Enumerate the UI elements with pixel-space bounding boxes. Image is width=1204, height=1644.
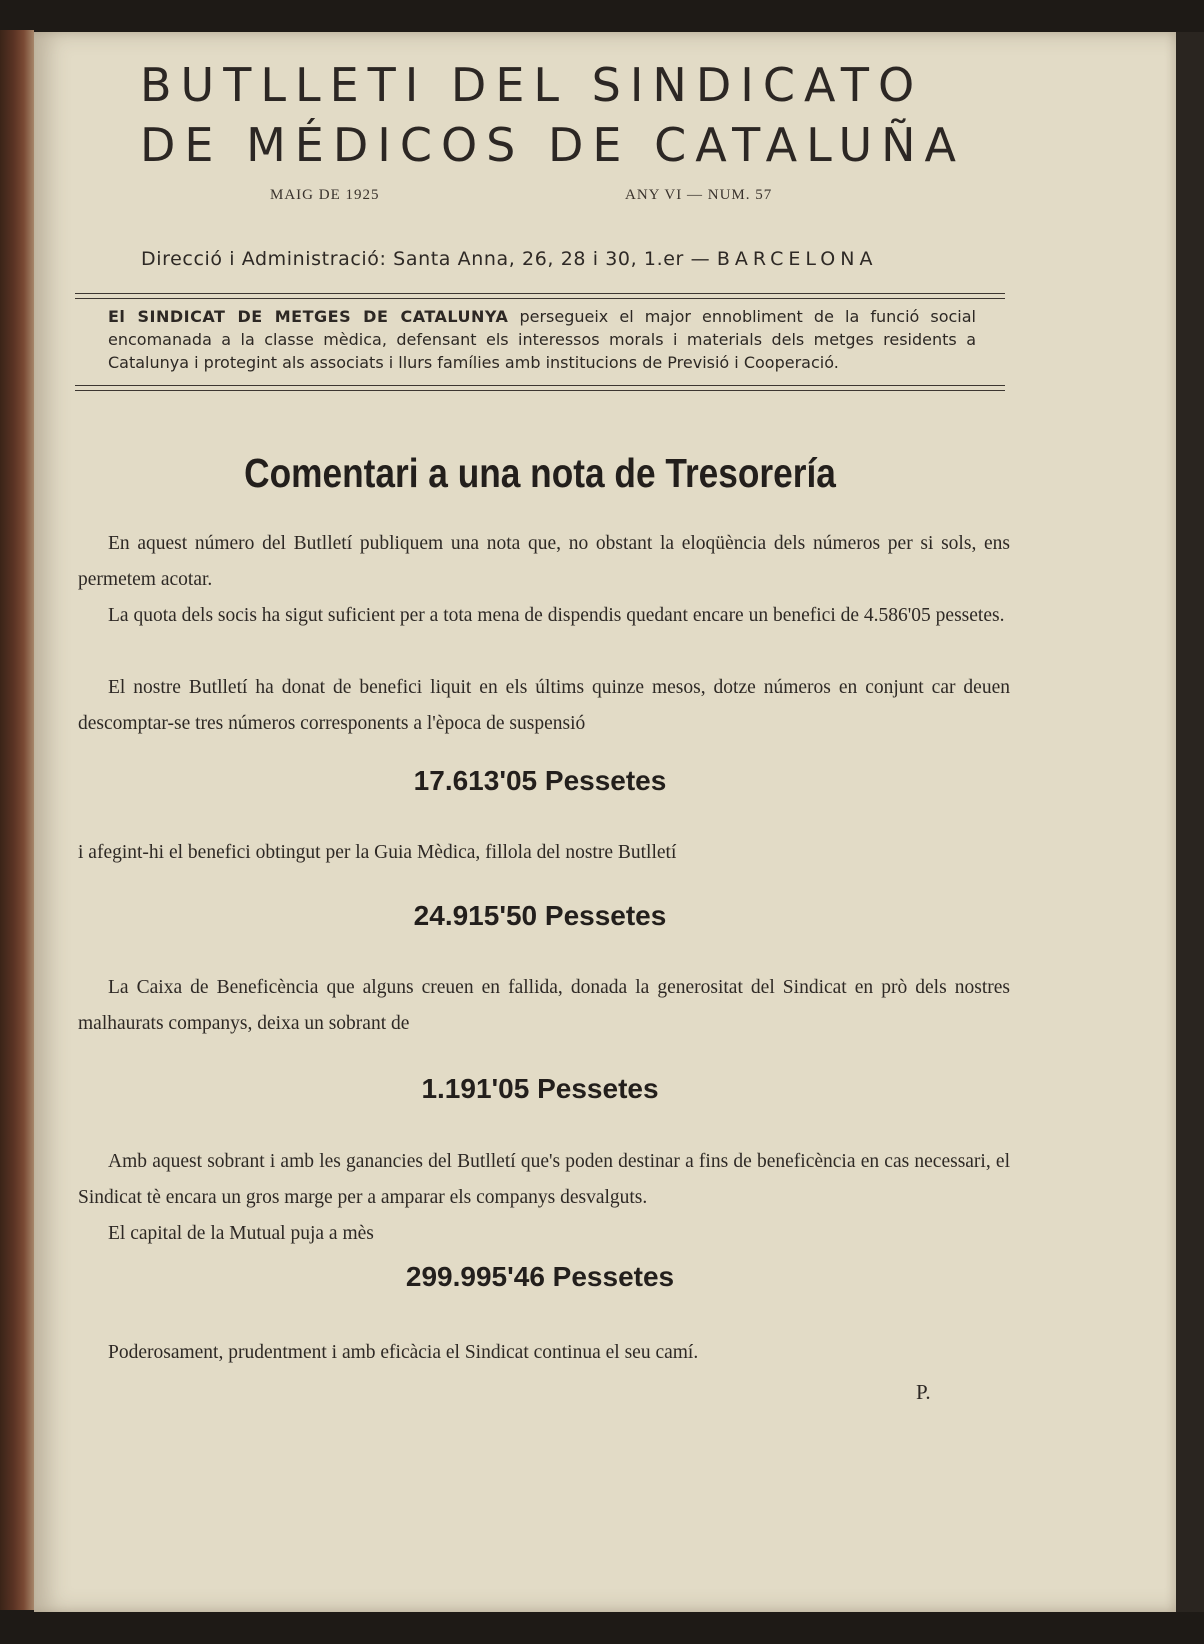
- address-text: Direcció i Administració: Santa Anna, 26, 28 i 30, 1.er —: [141, 248, 711, 270]
- paragraph-5: La Caixa de Beneficència que alguns creuen en fallida, donada la generositat del Sindicat en prò dels nostres malhaurats companys, deixa un sobrant de: [78, 977, 1010, 1034]
- book-binding: [0, 30, 34, 1610]
- paragraph-1: En aquest número del Butlletí publiquem una nota que, no obstant la eloqüència dels números per si sols, ens permetem acotar.: [78, 533, 1010, 590]
- article-headline: Comentari a una nota de Tresorería: [244, 450, 836, 496]
- issue-date: MAIG DE 1925: [270, 187, 380, 203]
- paragraph-3: El nostre Butlletí ha donat de benefici liquit en els últims quinze mesos, dotze números en conjunt car deuen descomptar-se tres números corresponents a l'època de suspensió: [78, 677, 1010, 734]
- paragraph-2: La quota dels socis ha sigut suficient per a tota mena de dispendis quedant encare un benefici de 4.586'05 pessetes.: [108, 605, 1005, 626]
- mission-statement: [108, 305, 976, 374]
- issue-number: ANY VI — NUM. 57: [625, 187, 773, 203]
- paragraph-8: Poderosament, prudentment i amb eficàcia el Sindicat continua el seu camí.: [108, 1342, 699, 1363]
- mission-org-name: El SINDICAT DE METGES DE CATALUNYA: [108, 307, 509, 326]
- amount-3: 1.191'05 Pessetes: [421, 1073, 659, 1104]
- amount-1: 17.613'05 Pessetes: [413, 765, 667, 796]
- amount-4: 299.995'46 Pessetes: [405, 1261, 675, 1292]
- paragraph-7: El capital de la Mutual puja a mès: [108, 1223, 374, 1244]
- paragraph-4: i afegint-hi el benefici obtingut per la Guia Mèdica, fillola del nostre Butlletí: [78, 842, 677, 863]
- divider-bottom-thin: [75, 390, 1005, 391]
- address-line: [141, 248, 877, 270]
- masthead-title-line-1: BUTLLETI DEL SINDICATO: [140, 58, 924, 112]
- masthead: [140, 55, 965, 209]
- amount-2: 24.915'50 Pessetes: [413, 900, 667, 931]
- address-city: BARCELONA: [716, 248, 878, 270]
- page-edge: [1176, 32, 1204, 1612]
- divider-top-thin: [75, 298, 1005, 299]
- signature: P.: [916, 1380, 931, 1404]
- masthead-title-line-2: DE MÉDICOS DE CATALUÑA: [140, 118, 965, 172]
- divider-bottom: [75, 385, 1005, 386]
- mission-text: persegueix el major ennobliment de la funció social encomanada a la classe mèdica, defensant els interessos morals i materials dels metges residents a Catalunya i protegint als associats i llurs famílies amb institucions de Previsió i Cooperació.: [108, 307, 977, 372]
- divider-top: [75, 293, 1005, 294]
- issue-row: [140, 185, 900, 209]
- paragraph-6: Amb aquest sobrant i amb les ganancies del Butlletí que's poden destinar a fins de beneficència en cas necessari, el Sindicat tè encara un gros marge per a amparar els companys desvalguts.: [78, 1151, 1010, 1208]
